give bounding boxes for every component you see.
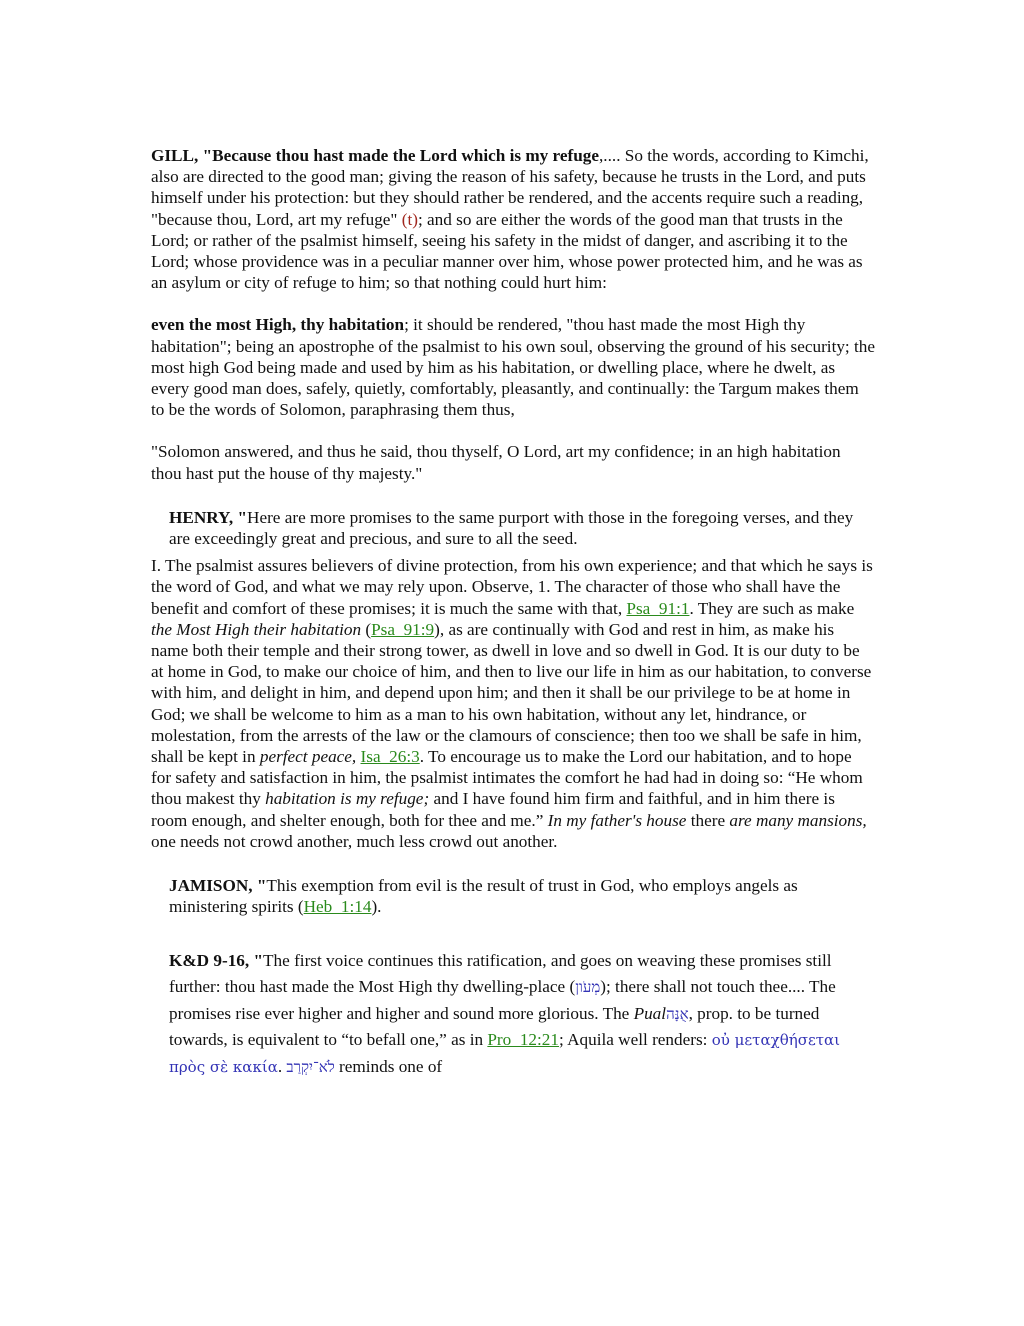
henry-text: one needs not crowd another, much less crowd out another. [151, 831, 558, 851]
henry-heading: HENRY, " [169, 507, 248, 527]
gill-paragraph-1 [151, 145, 875, 293]
gill-text-2: ; and so are either the words of the good man that trusts in the Lord; or rather of the psalmist himself, seeing his safety in the midst of danger, and ascribing it to the Lord; whose providence was in a peculiar manner over him, whose power protected him, and he was as an asylum or city of refuge to him; so that nothing could hurt him: [151, 209, 863, 293]
henry-text: ), as are continually with God and rest in him, as make his name both their temple and their strong tower, as dwell in love and so dwell in God. It is our duty to be at home in God, to make our choice of him, and then to live our life in him as our habitation, to converse with him, and delight in him, and depend upon him; and then it shall be our privilege to be at home in God; we shall be welcome to him as a man to his own habitation, without any let, hindrance, or molestation, from the arrests of the law or the clamours of conscience; then too we shall be safe in him, shall be kept in [151, 619, 872, 767]
document-page [151, 145, 875, 1080]
gill-subheading: even the most High, thy habitation [151, 315, 405, 335]
jamison-paragraph [151, 875, 875, 917]
hebrew-word-maon: מְעֹון [575, 978, 601, 997]
henry-italic: habitation is my refuge; [265, 789, 430, 809]
hebrew-phrase-lo-yiqrav: לֹא־יִקְרַב [286, 1057, 335, 1076]
kd-italic: Pual [633, 1003, 667, 1023]
kd-heading: K&D 9-16, " [169, 950, 264, 970]
henry-text: I. The psalmist assures believers of divine protection, from his own experience; and that which he says is the word of God, and what we may rely upon. Observe, 1. The character of those who shall have the benefit and comfort of these promises; it is much the same with that, [151, 556, 873, 618]
gill-text-1: ,.... So the words, according to Kimchi, also are directed to the good man; giving the reason of his safety, because he trusts in the Lord, and puts himself under his protection: but they should rather be rendered, and the accents require such a reading, "because thou, Lord, art my refuge" [151, 146, 869, 229]
scripture-link-heb-1-14[interactable]: Heb_1:14 [303, 897, 372, 917]
gill-targum-quote: "Solomon answered, and thus he said, thou thyself, O Lord, art my confidence; in an high habitation thou hast put the house of thy majesty." [151, 442, 841, 483]
henry-text: ( [361, 619, 372, 639]
henry-italic: the Most High their habitation [151, 619, 362, 639]
henry-italic: perfect peace, [259, 747, 357, 767]
scripture-link-psa-91-9[interactable]: Psa_91:9 [371, 619, 435, 639]
kd-text: ); there shall not touch thee.... The promises rise ever higher and higher and sound more glorious. The [169, 977, 836, 1023]
scripture-link-pro-12-21[interactable]: Pro_12:21 [487, 1030, 559, 1050]
jamison-text: ). [371, 897, 382, 917]
gill-heading: GILL, "Because thou hast made the Lord which is my refuge [151, 146, 599, 165]
scripture-link-psa-91-1[interactable]: Psa_91:1 [626, 598, 690, 618]
henry-paragraph-intro [151, 507, 875, 549]
henry-text: . They are such as make [689, 598, 855, 618]
gill-text-3: ; it should be rendered, "thou hast made the most High thy habitation"; being an apostrophe of the psalmist to his own soul, observing the ground of his security; the most high God being made and used by him as his habitation, or dwelling place, where he dwelt, as every good man does, safely, quietly, comfortably, pleasantly, and continually: the Targum makes them to be the words of Solomon, paraphrasing them thus, [151, 315, 876, 420]
scripture-link-isa-26-3[interactable]: Isa_26:3 [360, 747, 420, 767]
hebrew-word-unnah: אֻנָּה [666, 1004, 689, 1023]
greek-phrase: οὐ μεταχθήσεται πρὸς σὲ κακία [169, 1031, 841, 1076]
henry-italic: In my father's house [547, 810, 687, 830]
kd-paragraph [151, 948, 875, 1081]
jamison-text: This exemption from evil is the result of trust in God, who employs angels as ministering spirits ( [169, 876, 798, 917]
henry-text: and I have found him firm and faithful, and in him there is room enough, and shelter enough, both for thee and me.” [151, 789, 835, 830]
kd-text: , prop. to be turned towards, is equivalent to “to befall one,” as in [169, 1003, 820, 1050]
footnote-marker[interactable]: (t) [401, 209, 418, 229]
kd-text: . [277, 1056, 287, 1076]
kd-text: The first voice continues this ratification, and goes on weaving these promises still further: thou hast made the Most High thy dwelling-place ( [169, 950, 832, 997]
henry-intro-text: Here are more promises to the same purport with those in the foregoing verses, and they are exceedingly great and precious, and sure to all the seed. [169, 507, 854, 549]
henry-text: . To encourage us to make the Lord our habitation, and to hope for safety and satisfaction in him, the psalmist intimates the comfort he had had in doing so: “He whom thou makest thy [151, 747, 863, 809]
jamison-heading: JAMISON, " [169, 876, 267, 896]
kd-text: reminds one of [334, 1056, 443, 1076]
henry-paragraph-body [151, 555, 875, 852]
kd-text: ; Aquila well renders: [558, 1030, 712, 1050]
henry-italic: are many mansions, [729, 810, 867, 830]
henry-text: there [686, 810, 730, 830]
gill-paragraph-2 [151, 314, 875, 420]
